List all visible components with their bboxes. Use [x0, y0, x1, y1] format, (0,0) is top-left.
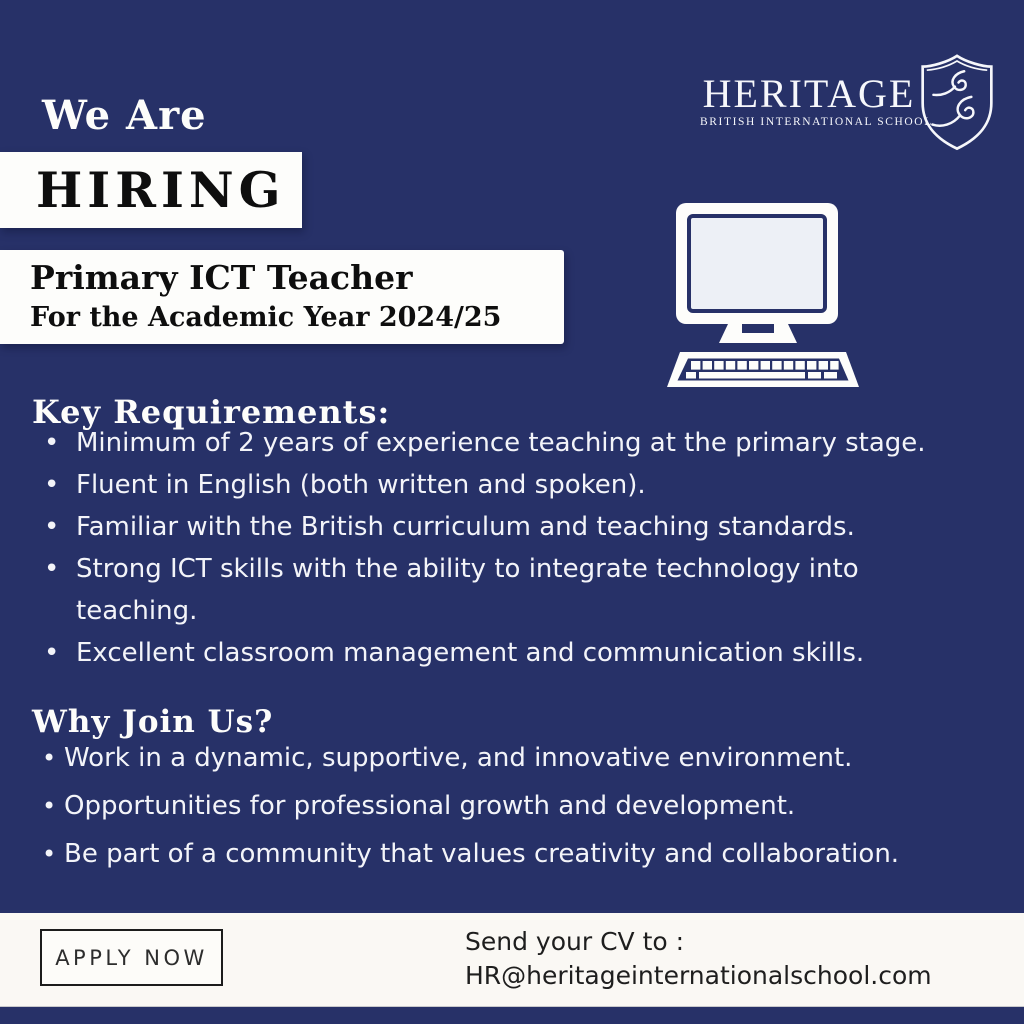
requirement-item: • Strong ICT skills with the ability to integrate technology into teaching. — [42, 548, 952, 632]
academic-year-subtitle: For the Academic Year 2024/25 — [30, 302, 502, 333]
role-title: Primary ICT Teacher — [30, 258, 413, 297]
benefit-item: • Be part of a community that values creativity and collaboration. — [42, 839, 900, 869]
benefit-item: • Work in a dynamic, supportive, and innovative environment. — [42, 743, 853, 773]
bottom-accent-strip — [0, 1007, 1024, 1024]
hiring-title: HIRING — [36, 161, 286, 219]
requirement-item: • Familiar with the British curriculum and teaching standards. — [42, 506, 952, 548]
requirement-item: • Minimum of 2 years of experience teaching at the primary stage. — [42, 422, 952, 464]
requirements-heading: Key Requirements: — [32, 392, 391, 431]
bullet-icon: • — [42, 744, 57, 772]
hiring-band — [0, 152, 302, 228]
bullet-icon: • — [44, 638, 60, 668]
desktop-computer-icon — [650, 190, 890, 400]
bullet-icon: • — [42, 840, 57, 868]
footer-band — [0, 913, 1024, 1007]
requirements-list — [42, 422, 952, 674]
intro-text: We Are — [42, 92, 207, 139]
shield-crest-icon — [916, 50, 998, 154]
requirement-item: • Excellent classroom management and communication skills. — [42, 632, 952, 674]
apply-now-button[interactable]: APPLY NOW — [40, 929, 223, 986]
why-join-heading: Why Join Us? — [32, 703, 274, 740]
bullet-icon: • — [42, 792, 57, 820]
benefits-list — [42, 742, 992, 886]
bullet-icon: • — [44, 554, 60, 584]
bullet-icon: • — [44, 470, 60, 500]
bullet-icon: • — [44, 428, 60, 458]
school-logo — [700, 66, 1000, 166]
cv-email-link[interactable]: HR@heritageinternationalschool.com — [465, 961, 932, 990]
cv-prompt-text: Send your CV to : — [465, 927, 685, 956]
cv-contact-block — [465, 925, 932, 993]
requirement-item: • Fluent in English (both written and spoken). — [42, 464, 952, 506]
bullet-icon: • — [44, 512, 60, 542]
benefit-item: • Opportunities for professional growth and development. — [42, 791, 796, 821]
logo-wordmark: HERITAGE — [702, 71, 916, 116]
role-band — [0, 250, 564, 344]
logo-tagline: BRITISH INTERNATIONAL SCHOOL — [700, 116, 933, 128]
